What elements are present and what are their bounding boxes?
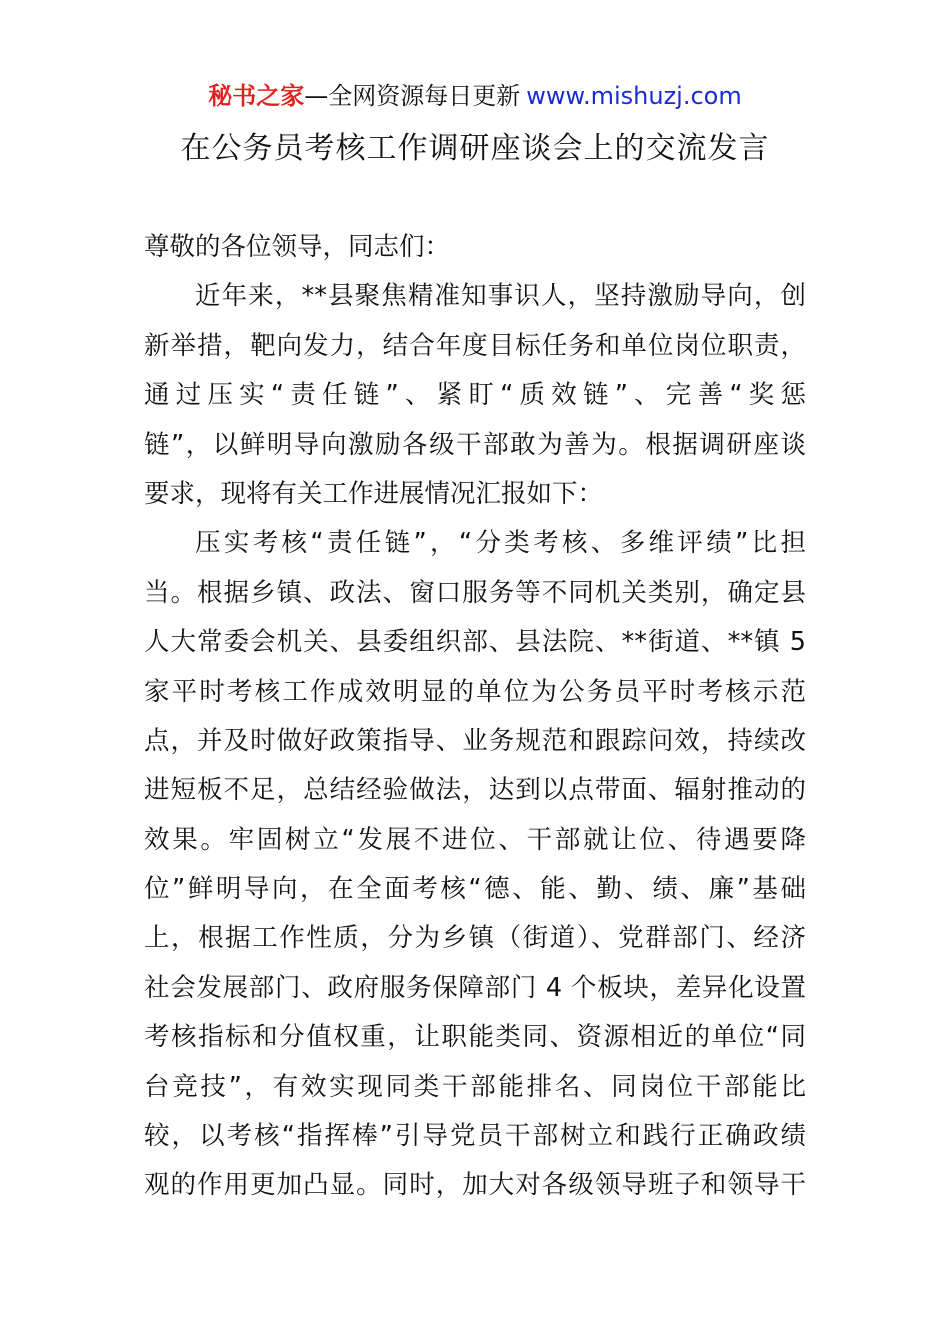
site-url-link[interactable]: www.mishuzj.com — [526, 82, 742, 110]
paragraph-2-line: 进短板不足，总结经验做法，达到以点带面、辐射推动的 — [144, 775, 806, 806]
paragraph-1-line: 通过压实“责任链”、紧盯“质效链”、完善“奖惩 — [144, 380, 806, 411]
site-brand: 秘书之家 — [208, 82, 305, 110]
paragraph-2-line: 人大常委会机关、县委组织部、县法院、**街道、**镇 5 — [144, 627, 806, 658]
paragraph-2-line: 较，以考核“指挥棒”引导党员干部树立和践行正确政绩 — [144, 1121, 806, 1152]
site-header — [0, 78, 950, 114]
paragraph-2-line: 位”鲜明导向，在全面考核“德、能、勤、绩、廉”基础 — [144, 874, 806, 905]
paragraph-2-line: 当。根据乡镇、政法、窗口服务等不同机关类别，确定县 — [144, 577, 806, 608]
paragraph-2-line: 效果。牢固树立“发展不进位、干部就让位、待遇要降 — [144, 824, 806, 855]
document-body — [144, 223, 806, 1211]
site-tagline: —全网资源每日更新 — [304, 82, 521, 110]
paragraph-2-line: 家平时考核工作成效明显的单位为公务员平时考核示范 — [144, 676, 806, 707]
paragraph-1-line: 新举措，靶向发力，结合年度目标任务和单位岗位职责， — [144, 330, 806, 361]
paragraph-2-line: 点，并及时做好政策指导、业务规范和跟踪问效，持续改 — [144, 725, 806, 756]
paragraph-1-line: 链”，以鲜明导向激励各级干部敢为善为。根据调研座谈 — [144, 429, 806, 460]
salutation: 尊敬的各位领导，同志们： — [144, 232, 451, 262]
paragraph-1-line: 近年来，**县聚焦精准知事识人，坚持激励导向，创 — [195, 281, 806, 312]
paragraph-2-line: 台竞技”，有效实现同类干部能排名、同岗位干部能比 — [144, 1071, 806, 1102]
paragraph-2-line: 上，根据工作性质，分为乡镇（街道）、党群部门、经济 — [144, 923, 806, 954]
document-title: 在公务员考核工作调研座谈会上的交流发言 — [180, 131, 770, 166]
paragraph-2-line: 社会发展部门、政府服务保障部门 4 个板块，差异化设置 — [144, 972, 806, 1003]
paragraph-1-line: 要求，现将有关工作进展情况汇报如下： — [144, 478, 604, 509]
paragraph-2-line: 考核指标和分值权重，让职能类同、资源相近的单位“同 — [144, 1022, 806, 1053]
paragraph-2-line: 观的作用更加凸显。同时，加大对各级领导班子和领导干 — [144, 1170, 806, 1201]
paragraph-2-line: 压实考核“责任链”，“分类考核、多维评绩”比担 — [195, 528, 806, 559]
